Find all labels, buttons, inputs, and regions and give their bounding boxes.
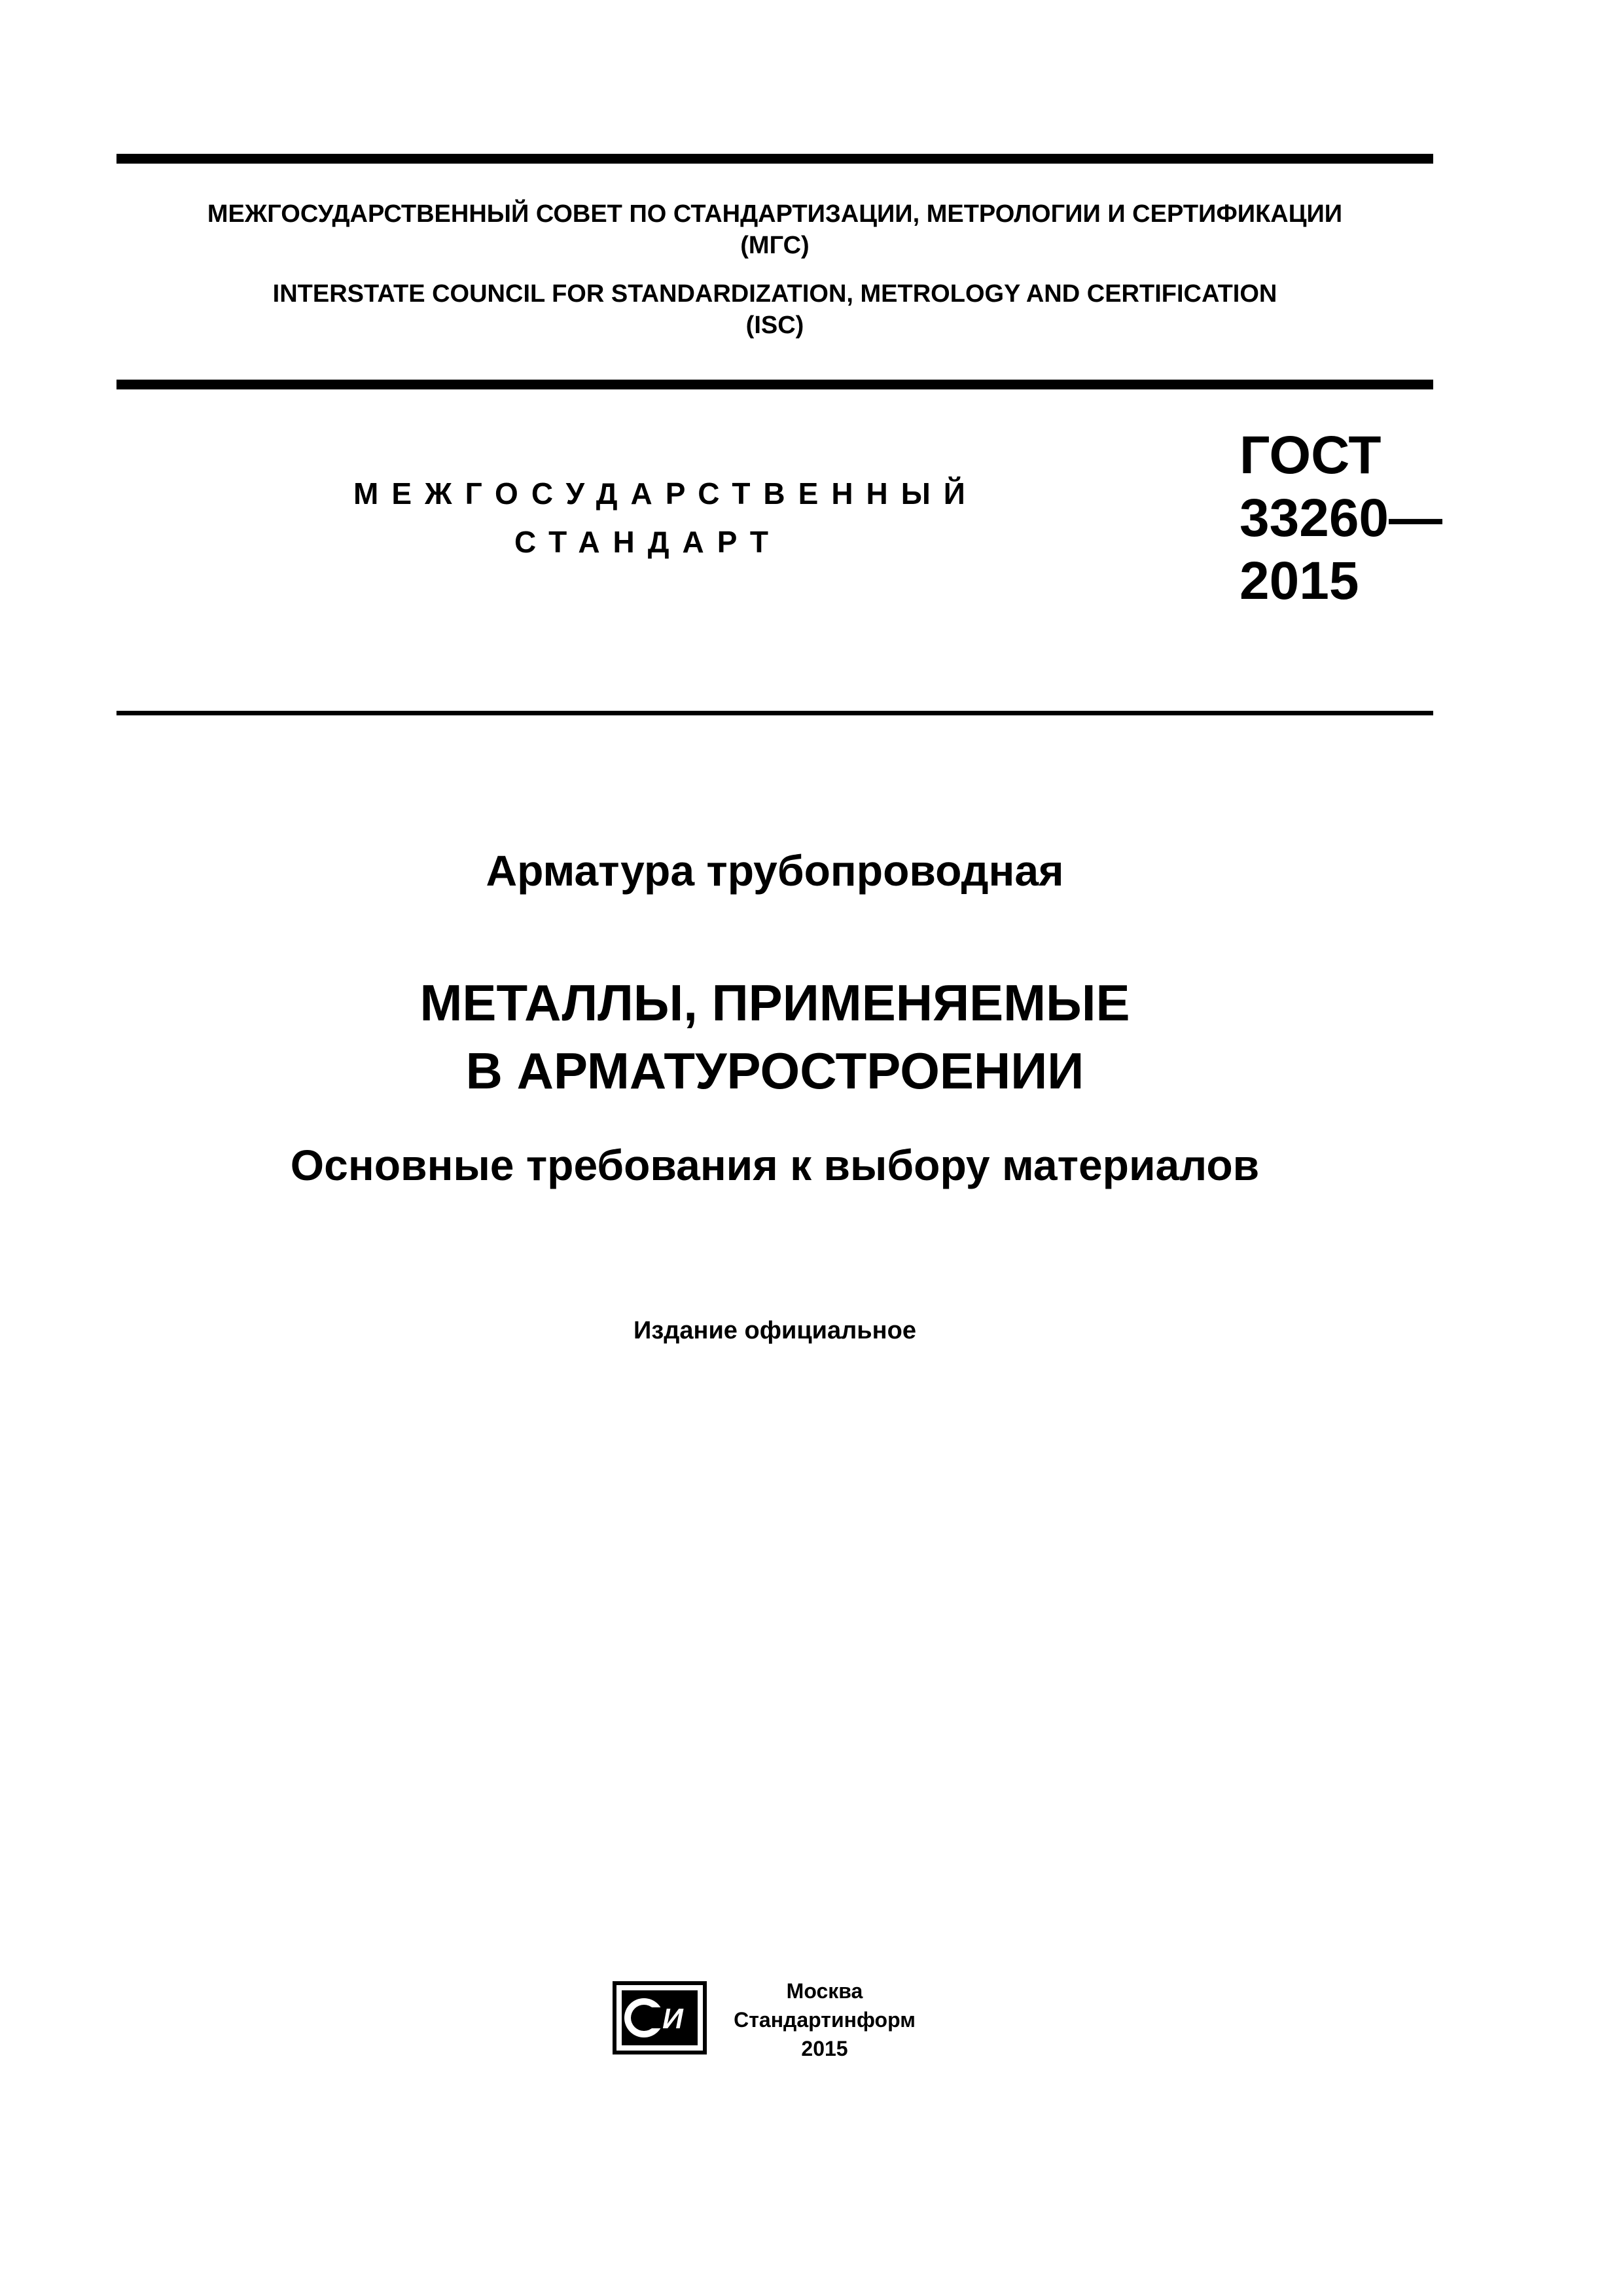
top-rule xyxy=(116,154,1433,164)
council-abbr-en: (ISC) xyxy=(745,312,804,339)
document-title-line2: В АРМАТУРОСТРОЕНИИ xyxy=(465,1042,1084,1100)
middle-rule xyxy=(116,380,1433,389)
publisher-city: Москва xyxy=(786,1979,863,2003)
council-name-ru: МЕЖГОСУДАРСТВЕННЫЙ СОВЕТ ПО СТАНДАРТИЗАЦИИ, МЕТРОЛОГИИ И СЕРТИФИКАЦИИ xyxy=(207,200,1343,228)
council-abbr-ru: (МГС) xyxy=(740,232,810,259)
document-subject: Арматура трубопроводная xyxy=(486,846,1064,895)
thin-rule xyxy=(116,711,1433,715)
standard-kind-line1: МЕЖГОСУДАРСТВЕННЫЙ xyxy=(353,476,978,511)
edition-label: Издание официальное xyxy=(633,1317,916,1344)
gost-year: 2015 xyxy=(1240,551,1359,611)
publisher-year: 2015 xyxy=(801,2037,848,2060)
gost-number: 33260— xyxy=(1240,488,1443,548)
document-title-line1: МЕТАЛЛЫ, ПРИМЕНЯЕМЫЕ xyxy=(419,974,1130,1031)
publisher-name: Стандартинформ xyxy=(734,2008,916,2032)
standard-kind-line2: СТАНДАРТ xyxy=(514,525,781,559)
gost-label: ГОСТ xyxy=(1240,425,1382,485)
publisher-block xyxy=(720,1977,929,2063)
document-subtitle: Основные требования к выбору материалов xyxy=(290,1141,1260,1189)
council-name-en: INTERSTATE COUNCIL FOR STANDARDIZATION, METROLOGY AND CERTIFICATION xyxy=(272,280,1277,308)
gost-designation xyxy=(1240,424,1442,613)
svg-text:И: И xyxy=(662,2003,683,2035)
standartinform-logo-icon xyxy=(613,1981,707,2054)
